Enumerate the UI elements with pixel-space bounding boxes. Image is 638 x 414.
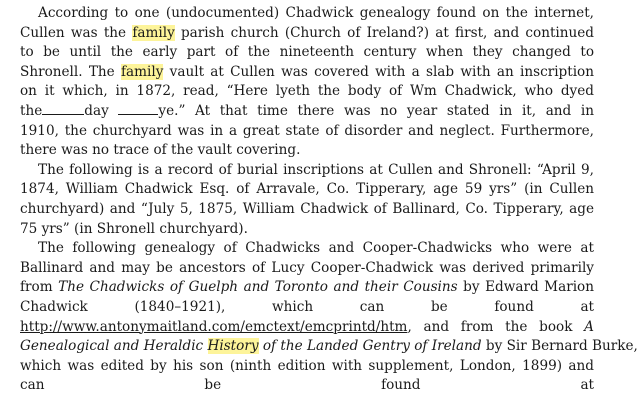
text-line: churchyard) and “July 5, 1875, William Chadwick of Ballinard, Co. Tipperary, age — [20, 200, 594, 217]
text-span: be — [204, 377, 222, 394]
text-line: 75 yrs” (in Shronell churchyard). — [20, 220, 248, 237]
text-span: vault at Cullen was covered with a slab with an inscription — [163, 63, 594, 80]
paragraph-3 — [20, 239, 638, 396]
text-span: found — [381, 377, 421, 394]
text-span: can — [20, 377, 45, 394]
text-line: 1910, the churchyard was in a great state of disorder and neglect. Furthermore, — [20, 122, 594, 139]
book-title: The Chadwicks of Guelph and Toronto and their Cousins — [58, 279, 458, 296]
text-span: ye.” At that time there was no year stated in it, and in — [158, 102, 594, 119]
text-span: be — [430, 298, 448, 315]
text-line — [20, 337, 638, 357]
text-line — [20, 318, 594, 338]
book-title-part: of the Landed Gentry of Ireland — [258, 338, 482, 355]
text-span: Cullen was the — [20, 24, 133, 41]
paragraph-2 — [20, 161, 594, 239]
text-line: The following is a record of burial inscriptions at Cullen and Shronell: “April 9, — [38, 161, 594, 178]
paragraph-1 — [20, 4, 594, 161]
blank-underline — [42, 102, 84, 115]
text-line — [20, 278, 594, 298]
highlight-history: History — [207, 338, 259, 355]
text-line: According to one (undocumented) Chadwick genealogy found on the internet, — [38, 5, 594, 21]
book-title-part: Genealogical and Heraldic — [20, 338, 208, 355]
text-span: , and from the book — [407, 318, 585, 335]
text-line: which was edited by his son (ninth edition with supplement, London, 1899) and — [20, 357, 594, 374]
text-span: Chadwick — [20, 298, 88, 315]
highlight-family: family — [121, 63, 164, 80]
text-line: to be until the early part of the nineteenth century when they changed to — [20, 44, 594, 61]
text-span: at — [580, 377, 595, 394]
text-span: can — [359, 298, 385, 315]
text-line: Ballinard and may be ancestors of Lucy Cooper-Chadwick was derived primarily — [20, 259, 594, 276]
text-line — [20, 298, 594, 318]
text-line: 1874, William Chadwick Esq. of Arravale, Co. Tipperary, age 59 yrs” (in Cullen — [20, 181, 594, 198]
text-span: found — [494, 298, 534, 315]
text-span: by Edward Marion — [457, 279, 594, 296]
text-line — [20, 102, 594, 122]
text-span: by Sir Bernard Burke, — [481, 338, 638, 355]
text-line: The following genealogy of Chadwicks and Cooper-Chadwicks who were at — [38, 240, 594, 257]
text-line — [20, 24, 594, 44]
text-line: on it which, in 1872, read, “Here lyeth the body of Wm Chadwick, who dyed — [20, 83, 594, 100]
highlight-family: family — [132, 24, 175, 41]
source-link[interactable]: http://www.antonymaitland.com/emctext/emcprintd/htm — [20, 318, 408, 335]
blank-underline — [118, 102, 158, 115]
text-span: the — [20, 102, 43, 119]
text-line — [20, 63, 594, 83]
text-line — [20, 376, 594, 396]
text-span: Shronell. The — [20, 63, 121, 80]
text-line: there was no trace of the vault covering. — [20, 142, 301, 159]
text-span: which — [272, 298, 314, 315]
text-span: day — [84, 102, 109, 119]
book-title-start: A — [584, 318, 594, 335]
text-span: from — [20, 279, 59, 296]
text-span: at — [580, 298, 595, 315]
text-span: (1840–1921), — [134, 298, 226, 315]
text-span: parish church (Church of Ireland?) at first, and continued — [174, 24, 595, 41]
